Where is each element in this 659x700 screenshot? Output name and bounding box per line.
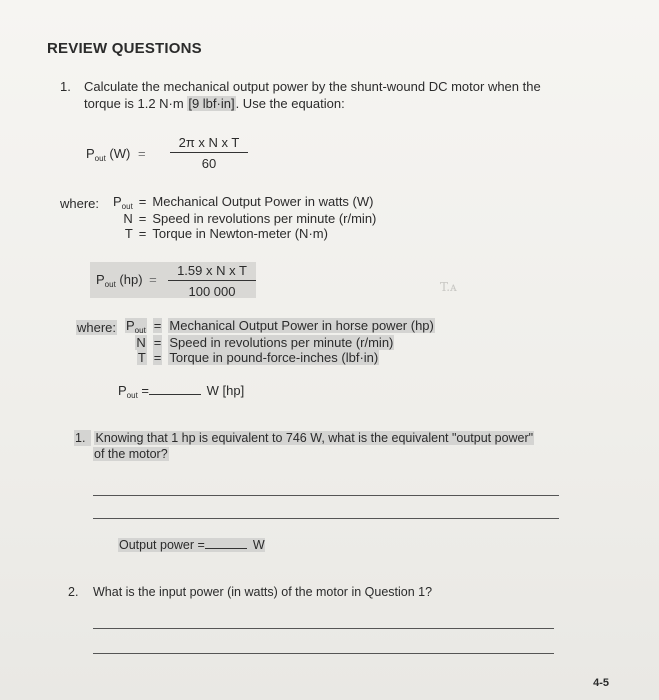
where-watts-label: where:: [60, 196, 100, 211]
sub-question: [74, 430, 534, 462]
var-symbol: P: [126, 318, 135, 333]
pout-p: P: [118, 383, 127, 398]
question-2-text: What is the input power (in watts) of the motor in Question 1?: [93, 585, 433, 599]
equation-watts-fraction: [170, 135, 248, 171]
equation-hp-fraction: [168, 263, 256, 299]
equation-watts-lhs: [86, 146, 146, 161]
var-subscript: out: [134, 326, 146, 335]
var-equals: =: [153, 350, 162, 365]
pout-answer-blank[interactable]: [149, 382, 201, 395]
var-equals: =: [138, 211, 147, 226]
where-hp-label-text: where:: [77, 320, 117, 335]
var-description: Torque in Newton-meter (N·m): [152, 226, 328, 241]
var-symbol: T: [137, 350, 146, 365]
var-symbol: N: [136, 335, 146, 350]
question-1-line2-pre: torque is 1.2 N·m: [84, 96, 188, 111]
var-equals: =: [153, 335, 162, 350]
eq-w-unit: (W): [109, 146, 131, 161]
output-power-unit: W: [252, 538, 265, 552]
var-equals: =: [138, 226, 147, 241]
eq-hp-numerator: 1.59 x N x T: [168, 263, 256, 281]
sub-question-line2: of the motor?: [94, 447, 168, 461]
answer-line-3[interactable]: [93, 628, 554, 629]
sub-question-number: 1.: [74, 430, 91, 446]
var-symbol: T: [124, 226, 133, 241]
sub-question-line1: Knowing that 1 hp is equivalent to 746 W, what is the equivalent "output power": [95, 431, 534, 445]
var-subscript: out: [121, 202, 133, 211]
eq-w-equals: =: [137, 146, 146, 161]
question-1-line2-post: . Use the equation:: [235, 96, 345, 111]
output-power-blank[interactable]: [205, 536, 247, 549]
where-hp-row: [122, 350, 438, 365]
var-equals: =: [153, 318, 162, 333]
eq-w-p: P: [86, 146, 95, 161]
var-description: Speed in revolutions per minute (r/min): [152, 211, 377, 226]
where-hp-table: [122, 318, 438, 365]
var-description: Mechanical Output Power in horse power (hp): [169, 318, 434, 333]
output-power-label: Output power =: [119, 538, 205, 552]
where-watts-row: [110, 194, 379, 211]
pout-unit: W [hp]: [206, 383, 245, 398]
equation-hp-lhs: [96, 272, 157, 287]
pout-equals: =: [141, 383, 150, 398]
where-hp-label: [76, 320, 117, 335]
var-description: Mechanical Output Power in watts (W): [152, 194, 374, 209]
question-1-line1: Calculate the mechanical output power by the shunt-wound DC motor when the: [84, 79, 541, 94]
where-watts-row: [110, 226, 379, 241]
question-2: [68, 585, 432, 599]
eq-hp-denominator: 100 000: [188, 284, 236, 299]
pout-sub: out: [126, 391, 138, 400]
eq-w-denominator: 60: [201, 156, 217, 171]
var-description: Speed in revolutions per minute (r/min): [169, 335, 394, 350]
where-hp-row: [122, 335, 438, 350]
where-watts-table: [110, 194, 379, 241]
where-watts-row: [110, 211, 379, 226]
question-2-number: 2.: [68, 585, 79, 599]
eq-hp-sub: out: [104, 280, 116, 289]
var-symbol: P: [113, 194, 122, 209]
var-equals: =: [138, 194, 147, 209]
question-1-number: 1.: [60, 79, 71, 94]
page-number: 4-5: [593, 677, 609, 689]
where-hp-row: [122, 318, 438, 335]
output-power-line: [118, 536, 265, 552]
pout-answer-line: [118, 382, 244, 398]
torque-imperial-highlight: [9 lbf·in]: [188, 96, 235, 111]
answer-line-2[interactable]: [93, 518, 559, 519]
eq-hp-unit: (hp): [119, 272, 143, 287]
question-1-line2: [84, 96, 345, 111]
pencil-note: T.ᴀ: [440, 280, 457, 294]
answer-line-1[interactable]: [93, 495, 559, 496]
eq-w-numerator: 2π x N x T: [170, 135, 248, 153]
eq-w-sub: out: [94, 154, 106, 163]
eq-hp-equals: =: [149, 272, 157, 287]
eq-hp-p: P: [96, 272, 105, 287]
question-1: [60, 79, 541, 95]
var-symbol: N: [123, 211, 133, 226]
section-heading: REVIEW QUESTIONS: [47, 40, 202, 57]
var-description: Torque in pound-force-inches (lbf·in): [169, 350, 379, 365]
answer-line-4[interactable]: [93, 653, 554, 654]
